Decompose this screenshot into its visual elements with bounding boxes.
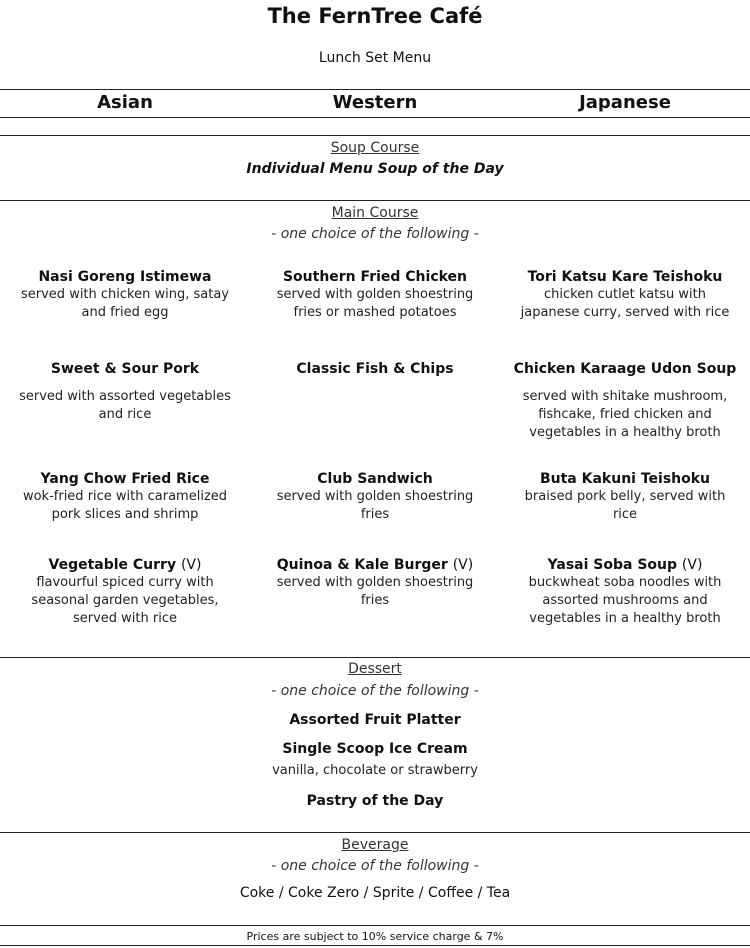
divider — [0, 135, 750, 136]
dish-description: braised pork belly, served with — [524, 489, 726, 504]
dish-name: Classic Fish & Chips — [296, 361, 454, 377]
dish-name: Vegetable Curry — [48, 557, 177, 573]
dessert-pastry: Pastry of the Day — [306, 793, 444, 809]
dish-description: served with rice — [72, 611, 177, 626]
menu-subtitle: Lunch Set Menu — [318, 50, 432, 66]
dish-description: and fried egg — [81, 305, 169, 320]
dish-name: Yang Chow Fried Rice — [40, 471, 210, 487]
vegetarian-marker: (V) — [452, 557, 474, 573]
dish-name: Quinoa & Kale Burger — [276, 557, 448, 573]
dish-club-sandwich — [250, 470, 500, 524]
dish-description: buckwheat soba noodles with — [528, 575, 722, 590]
dish-name: Sweet & Sour Pork — [50, 361, 200, 377]
divider — [0, 657, 750, 658]
dish-quinoa-kale-burger — [250, 556, 500, 610]
dish-tori-katsu-kare — [500, 268, 750, 322]
divider — [0, 89, 750, 90]
dish-name: Yasai Soba Soup — [547, 557, 678, 573]
dish-description: vegetables in a healthy broth — [529, 425, 721, 440]
beverage-note: - one choice of the following - — [271, 858, 479, 874]
soup-course-heading: Soup Course — [330, 140, 420, 156]
beverage-heading: Beverage — [341, 837, 409, 853]
main-course-heading: Main Course — [331, 205, 419, 221]
dish-description: assorted mushrooms and — [542, 593, 708, 608]
dish-name: Club Sandwich — [317, 471, 433, 487]
divider — [0, 200, 750, 201]
dish-sweet-sour-pork — [0, 360, 250, 424]
dish-name-line — [0, 556, 250, 574]
dish-yasai-soba-soup — [500, 556, 750, 628]
dish-description: fishcake, fried chicken and — [538, 407, 712, 422]
dish-description: flavourful spiced curry with — [36, 575, 214, 590]
dish-name-line — [250, 556, 500, 574]
dish-yang-chow-fried-rice — [0, 470, 250, 524]
divider — [0, 925, 750, 926]
divider — [0, 832, 750, 833]
dish-description: served with chicken wing, satay — [21, 287, 229, 302]
dish-buta-kakuni — [500, 470, 750, 524]
dish-description: chicken cutlet katsu with — [544, 287, 706, 302]
dessert-fruit-platter: Assorted Fruit Platter — [289, 712, 461, 728]
dish-name: Southern Fried Chicken — [282, 269, 468, 285]
dish-description: seasonal garden vegetables, — [31, 593, 219, 608]
column-header-asian: Asian — [97, 92, 153, 113]
dish-description: served with golden shoestring — [276, 287, 474, 302]
divider — [0, 117, 750, 118]
service-charge-note: Prices are subject to 10% service charge & 7% — [246, 930, 504, 943]
dessert-ice-cream-flavours: vanilla, chocolate or strawberry — [272, 763, 478, 778]
vegetarian-marker: (V) — [180, 557, 202, 573]
dish-description: served with shitake mushroom, — [522, 389, 728, 404]
dish-description: fries or mashed potatoes — [293, 305, 457, 320]
dish-name: Chicken Karaage Udon Soup — [513, 361, 737, 377]
vegetarian-marker: (V) — [681, 557, 703, 573]
dish-southern-fried-chicken — [250, 268, 500, 322]
dish-description: served with golden shoestring — [276, 575, 474, 590]
soup-course-item: Individual Menu Soup of the Day — [246, 161, 504, 177]
dish-description: fries — [360, 593, 390, 608]
dish-chicken-karaage-udon — [500, 360, 750, 442]
dish-description: pork slices and shrimp — [51, 507, 199, 522]
dish-description: fries — [360, 507, 390, 522]
dish-name-line — [500, 556, 750, 574]
column-header-western: Western — [332, 92, 418, 113]
dish-description: served with golden shoestring — [276, 489, 474, 504]
dessert-heading: Dessert — [348, 661, 402, 677]
dish-classic-fish-chips — [250, 360, 500, 378]
dish-description: japanese curry, served with rice — [520, 305, 730, 320]
dish-name: Buta Kakuni Teishoku — [539, 471, 711, 487]
cafe-title: The FernTree Café — [267, 4, 483, 28]
beverage-options: Coke / Coke Zero / Sprite / Coffee / Tea — [239, 885, 511, 901]
dish-vegetable-curry — [0, 556, 250, 628]
dish-description: vegetables in a healthy broth — [529, 611, 721, 626]
column-header-japanese: Japanese — [579, 92, 671, 113]
dish-description: rice — [612, 507, 638, 522]
dish-nasi-goreng — [0, 268, 250, 322]
dish-name: Nasi Goreng Istimewa — [38, 269, 212, 285]
dish-description: and rice — [98, 407, 152, 422]
dish-description: served with assorted vegetables — [19, 389, 231, 404]
dessert-note: - one choice of the following - — [271, 683, 479, 699]
dish-name: Tori Katsu Kare Teishoku — [527, 269, 723, 285]
divider — [0, 945, 750, 946]
dish-description: wok-fried rice with caramelized — [22, 489, 228, 504]
dessert-ice-cream: Single Scoop Ice Cream — [282, 741, 468, 757]
main-course-note: - one choice of the following - — [271, 226, 479, 242]
